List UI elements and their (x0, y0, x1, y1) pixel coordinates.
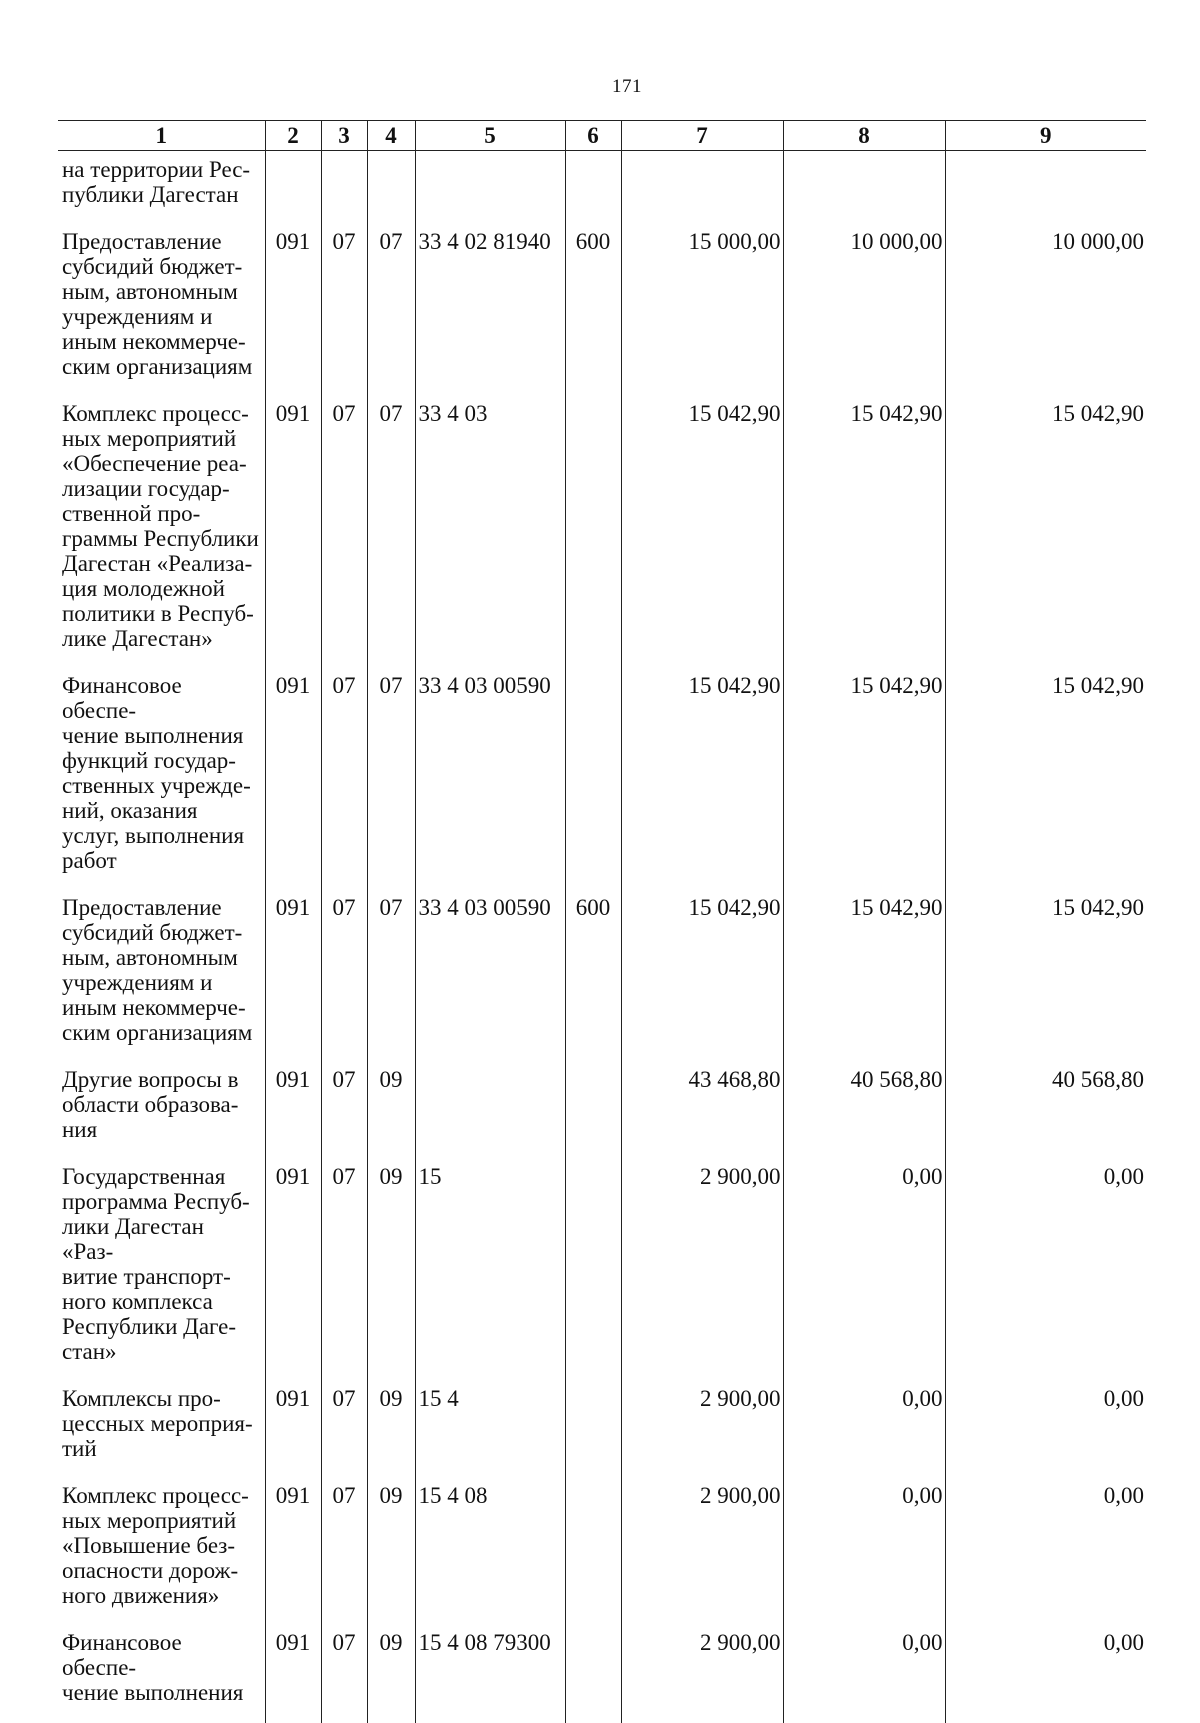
table-row (58, 1481, 1146, 1628)
cell-amount-col8: 15 042,90 (783, 399, 945, 671)
budget-table (58, 120, 1146, 1723)
row-name: Финансовое обеспе- чение выполнения (58, 1628, 265, 1723)
cell-ministry-code: 091 (265, 671, 321, 893)
table-row (58, 1162, 1146, 1384)
cell-amount-col8: 0,00 (783, 1628, 945, 1723)
cell-amount-col7: 15 000,00 (621, 227, 783, 399)
cell-subsection-code: 09 (367, 1481, 415, 1628)
cell-target-item-code: 15 (415, 1162, 565, 1384)
cell-ministry-code: 091 (265, 1481, 321, 1628)
cell-subsection-code: 07 (367, 893, 415, 1065)
cell-expense-type-code (565, 1065, 621, 1162)
cell-expense-type-code (565, 671, 621, 893)
cell-amount-col9: 0,00 (945, 1628, 1146, 1723)
cell-subsection-code: 09 (367, 1628, 415, 1723)
column-header-2: 2 (265, 121, 321, 151)
page-number: 171 (0, 76, 1200, 98)
cell-expense-type-code (565, 1162, 621, 1384)
table-row (58, 1065, 1146, 1162)
cell-section-code: 07 (321, 893, 367, 1065)
cell-ministry-code: 091 (265, 227, 321, 399)
cell-amount-col9: 15 042,90 (945, 893, 1146, 1065)
column-header-5: 5 (415, 121, 565, 151)
cell-amount-col9 (945, 151, 1146, 228)
column-header-9: 9 (945, 121, 1146, 151)
column-header-1: 1 (58, 121, 265, 151)
cell-subsection-code: 09 (367, 1384, 415, 1481)
table-row (58, 227, 1146, 399)
cell-expense-type-code: 600 (565, 227, 621, 399)
cell-amount-col7: 2 900,00 (621, 1628, 783, 1723)
cell-subsection-code (367, 151, 415, 228)
cell-subsection-code: 07 (367, 671, 415, 893)
cell-expense-type-code (565, 151, 621, 228)
cell-target-item-code (415, 151, 565, 228)
cell-amount-col9: 0,00 (945, 1162, 1146, 1384)
cell-target-item-code: 33 4 02 81940 (415, 227, 565, 399)
cell-amount-col8: 10 000,00 (783, 227, 945, 399)
row-name: Предоставление субсидий бюджет- ным, автономным учреждениям и иным некоммерче- ским организациям (58, 893, 265, 1065)
cell-expense-type-code (565, 1481, 621, 1628)
cell-amount-col8: 15 042,90 (783, 671, 945, 893)
cell-target-item-code: 15 4 (415, 1384, 565, 1481)
cell-expense-type-code (565, 1384, 621, 1481)
cell-amount-col9: 15 042,90 (945, 399, 1146, 671)
row-name: Государственная программа Респуб- лики Дагестан «Раз- витие транспорт- ного комплекса Республики Даге- стан» (58, 1162, 265, 1384)
cell-amount-col8: 15 042,90 (783, 893, 945, 1065)
column-header-3: 3 (321, 121, 367, 151)
cell-amount-col8: 40 568,80 (783, 1065, 945, 1162)
table-row (58, 399, 1146, 671)
cell-amount-col9: 0,00 (945, 1481, 1146, 1628)
cell-subsection-code: 09 (367, 1065, 415, 1162)
row-name: Финансовое обеспе- чение выполнения функций государ- ственных учрежде- ний, оказания услуг, выполнения работ (58, 671, 265, 893)
cell-ministry-code: 091 (265, 1065, 321, 1162)
cell-section-code: 07 (321, 1628, 367, 1723)
cell-section-code: 07 (321, 1065, 367, 1162)
cell-target-item-code: 15 4 08 (415, 1481, 565, 1628)
cell-ministry-code: 091 (265, 893, 321, 1065)
row-name: на территории Рес- публики Дагестан (58, 151, 265, 228)
cell-subsection-code: 09 (367, 1162, 415, 1384)
cell-target-item-code: 33 4 03 (415, 399, 565, 671)
cell-subsection-code: 07 (367, 227, 415, 399)
cell-amount-col7: 2 900,00 (621, 1384, 783, 1481)
cell-ministry-code: 091 (265, 1628, 321, 1723)
cell-target-item-code: 33 4 03 00590 (415, 893, 565, 1065)
cell-amount-col9: 0,00 (945, 1384, 1146, 1481)
cell-amount-col8: 0,00 (783, 1162, 945, 1384)
cell-amount-col9: 10 000,00 (945, 227, 1146, 399)
column-header-6: 6 (565, 121, 621, 151)
cell-amount-col8: 0,00 (783, 1481, 945, 1628)
cell-ministry-code: 091 (265, 399, 321, 671)
cell-section-code: 07 (321, 1162, 367, 1384)
cell-ministry-code: 091 (265, 1384, 321, 1481)
cell-amount-col9: 40 568,80 (945, 1065, 1146, 1162)
row-name: Другие вопросы в области образова- ния (58, 1065, 265, 1162)
table-body (58, 151, 1146, 1723)
row-name: Комплекс процесс- ных мероприятий «Обеспечение реа- лизации государ- ственной про- граммы Республики Дагестан «Реализа- ция молодежной политики в Респуб- лике Дагестан» (58, 399, 265, 671)
cell-section-code: 07 (321, 1481, 367, 1628)
column-header-4: 4 (367, 121, 415, 151)
table-row (58, 1628, 1146, 1723)
cell-subsection-code: 07 (367, 399, 415, 671)
cell-target-item-code: 33 4 03 00590 (415, 671, 565, 893)
cell-section-code: 07 (321, 399, 367, 671)
table-row (58, 1384, 1146, 1481)
cell-amount-col7 (621, 151, 783, 228)
table-row (58, 151, 1146, 228)
cell-section-code: 07 (321, 671, 367, 893)
cell-section-code: 07 (321, 1384, 367, 1481)
cell-amount-col7: 43 468,80 (621, 1065, 783, 1162)
cell-amount-col7: 15 042,90 (621, 893, 783, 1065)
cell-ministry-code: 091 (265, 1162, 321, 1384)
row-name: Предоставление субсидий бюджет- ным, автономным учреждениям и иным некоммерче- ским организациям (58, 227, 265, 399)
cell-expense-type-code (565, 399, 621, 671)
row-name: Комплекс процесс- ных мероприятий «Повышение без- опасности дорож- ного движения» (58, 1481, 265, 1628)
cell-amount-col7: 2 900,00 (621, 1481, 783, 1628)
header-row (58, 121, 1146, 151)
cell-amount-col9: 15 042,90 (945, 671, 1146, 893)
cell-amount-col7: 15 042,90 (621, 399, 783, 671)
row-name: Комплексы про- цессных мероприя- тий (58, 1384, 265, 1481)
cell-amount-col8 (783, 151, 945, 228)
cell-expense-type-code (565, 1628, 621, 1723)
cell-target-item-code: 15 4 08 79300 (415, 1628, 565, 1723)
table-row (58, 893, 1146, 1065)
cell-section-code: 07 (321, 227, 367, 399)
column-header-8: 8 (783, 121, 945, 151)
cell-amount-col7: 15 042,90 (621, 671, 783, 893)
table-row (58, 671, 1146, 893)
column-header-7: 7 (621, 121, 783, 151)
cell-section-code (321, 151, 367, 228)
cell-amount-col7: 2 900,00 (621, 1162, 783, 1384)
cell-target-item-code (415, 1065, 565, 1162)
cell-expense-type-code: 600 (565, 893, 621, 1065)
cell-ministry-code (265, 151, 321, 228)
cell-amount-col8: 0,00 (783, 1384, 945, 1481)
